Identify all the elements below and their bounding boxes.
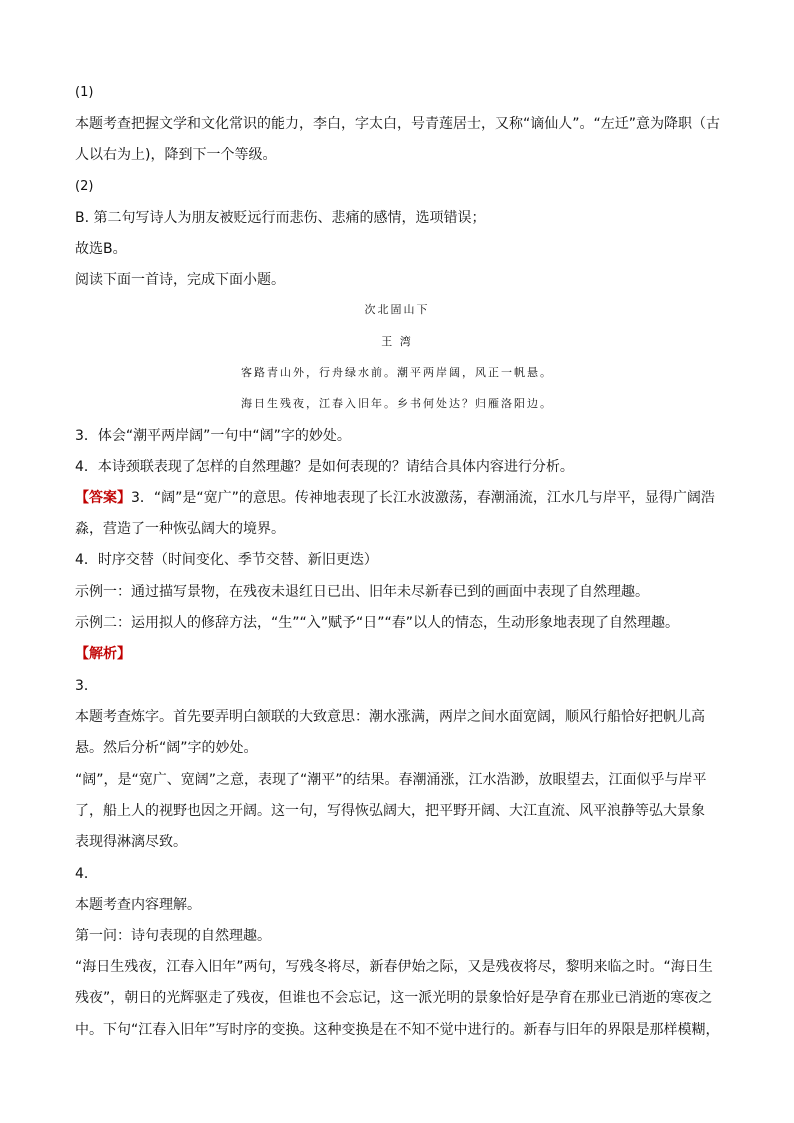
answer-tag: 【答案】 [75, 490, 131, 506]
part-label-2: (2) [75, 179, 94, 194]
part-label-1: (1) [75, 85, 94, 100]
poem-title: 次北固山下 [364, 303, 430, 316]
analysis-number-3: 3． [75, 678, 98, 694]
text-line: B. 第二句写诗人为朋友被贬远行而悲伤、悲痛的感情，选项错误； [75, 210, 486, 226]
text-line: “海日生残夜，江春入旧年”两句，写残冬将尽，新春伊始之际，又是残夜将尽，黎明来临之时。“海日生 [75, 959, 713, 975]
question-4: 4．本诗颈联表现了怎样的自然理趣？是如何表现的？请结合具体内容进行分析。 [75, 459, 574, 475]
analysis-number-4: 4． [75, 866, 98, 882]
poem-author: 王 湾 [381, 335, 413, 348]
analysis-tag: 【解析】 [75, 646, 131, 662]
text-line: “阔”，是“宽广、宽阔”之意，表现了“潮平”的结果。春潮涌涨，江水浩渺，放眼望去，江面似乎与岸平 [75, 772, 707, 788]
text-line: 第一问：诗句表现的自然理趣。 [75, 928, 271, 944]
answer-4-example-1: 示例一：通过描写景物，在残夜未退红日已出、旧年未尽新春已到的画面中表现了自然理趣。 [75, 584, 649, 600]
text-line: 悬。然后分析“阔”字的妙处。 [75, 740, 258, 756]
text-line: 淼，营造了一种恢弘阔大的境界。 [75, 521, 285, 537]
text-line: 残夜”，朝日的光辉驱走了残夜，但谁也不会忘记，这一派光明的景象恰好是孕育在那业已消逝的寒夜之 [75, 990, 713, 1006]
answer-4-line-1: 4．时序交替（时间变化、季节交替、新旧更迭） [75, 552, 378, 568]
text-line: 人以右为上)，降到下一个等级。 [75, 147, 277, 163]
reading-intro: 阅读下面一首诗，完成下面小题。 [75, 272, 285, 288]
text-line: 了，船上人的视野也因之开阔。这一句，写得恢弘阔大，把平野开阔、大江直流、风平浪静等弘大景象 [75, 803, 705, 819]
answer-4-example-2: 示例二：运用拟人的修辞方法，“生”“入”赋予“日”“春”以人的情态，生动形象地表现了自然理趣。 [75, 615, 680, 631]
answer-line [75, 489, 725, 507]
answer-3-line-1: 3．“阔”是“宽广”的意思。传神地表现了长江水波激荡，春潮涌流，江水几与岸平，显得广阔浩 [131, 490, 715, 506]
text-line: 故选B。 [75, 241, 127, 257]
text-line: 表现得淋漓尽致。 [75, 834, 187, 850]
text-line: 本题考查炼字。首先要弄明白颔联的大致意思：潮水涨满，两岸之间水面宽阔，顺风行船恰好把帆儿高 [75, 709, 705, 725]
question-3: 3．体会“潮平两岸阔”一句中“阔”字的妙处。 [75, 428, 351, 444]
text-line: 中。下句“江春入旧年”写时序的变换。这种变换是在不知不觉中进行的。新春与旧年的界限是那样模糊， [75, 1022, 720, 1038]
poem-line-1: 客路青山外，行舟绿水前。潮平两岸阔，风正一帆悬。 [241, 366, 553, 379]
text-line: 本题考查内容理解。 [75, 897, 201, 913]
text-line: 本题考查把握文学和文化常识的能力，李白，字太白，号青莲居士，又称“谪仙人”。“左迁”意为降职（古 [75, 116, 721, 132]
poem-line-2: 海日生残夜，江春入旧年。乡书何处达？归雁洛阳边。 [241, 397, 553, 410]
